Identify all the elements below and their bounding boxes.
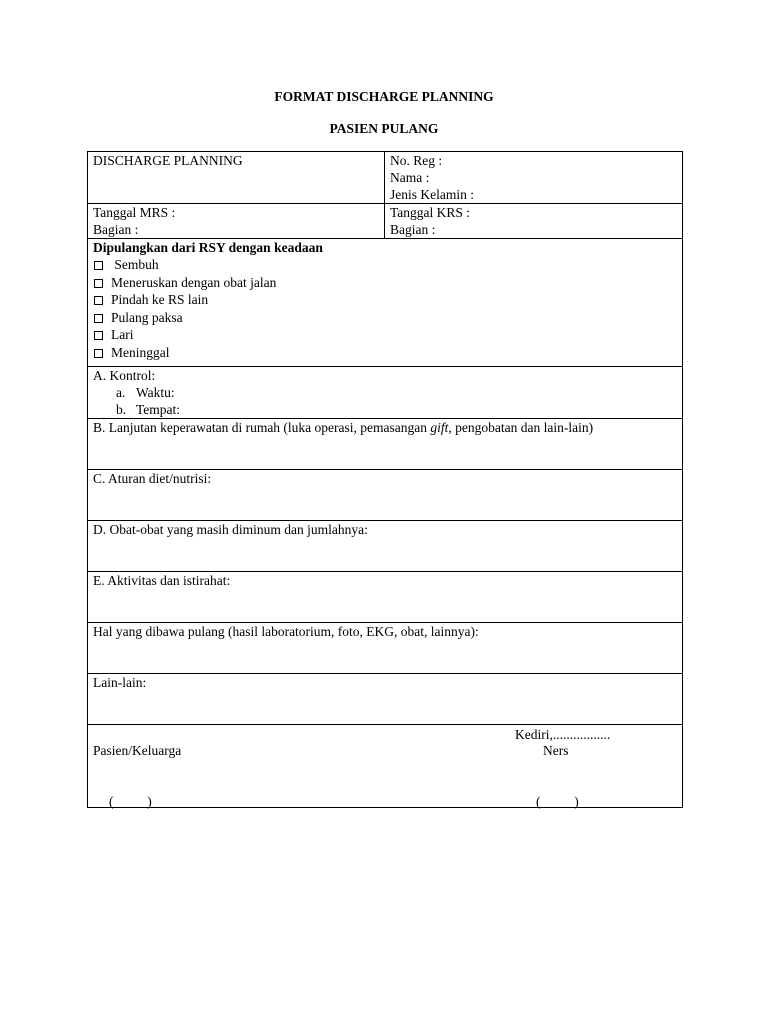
checkbox-icon[interactable]: [94, 279, 103, 288]
option-meneruskan[interactable]: [93, 274, 682, 292]
header-row: [88, 152, 683, 204]
list-marker: a.: [116, 385, 126, 400]
signature-row: [88, 725, 683, 808]
dates-row: [88, 204, 683, 239]
discharge-planning-label: DISCHARGE PLANNING: [93, 153, 243, 168]
hal-dibawa-row: [88, 623, 683, 674]
tanggal-mrs-field[interactable]: Tanggal MRS :: [93, 205, 176, 220]
hal-dibawa-cell[interactable]: [88, 623, 683, 674]
kontrol-waktu-field[interactable]: [93, 384, 682, 401]
option-lari[interactable]: [93, 326, 682, 344]
kontrol-cell: [88, 367, 683, 419]
diet-row: [88, 470, 683, 521]
pasien-signature-field[interactable]: ( ): [109, 794, 152, 809]
lanjutan-row: [88, 419, 683, 470]
kontrol-label: A. Kontrol:: [93, 368, 156, 383]
checkbox-icon[interactable]: [94, 314, 103, 323]
kontrol-row: [88, 367, 683, 419]
diet-label: C. Aturan diet/nutrisi:: [93, 471, 212, 486]
lanjutan-label-pre: B. Lanjutan keperawatan di rumah (luka operasi, pemasangan: [93, 420, 431, 435]
checkbox-icon[interactable]: [94, 331, 103, 340]
checkbox-icon[interactable]: [94, 296, 103, 305]
option-sembuh[interactable]: [93, 256, 682, 274]
obat-cell[interactable]: [88, 521, 683, 572]
bagian-mrs-field[interactable]: Bagian :: [93, 222, 139, 237]
tempat-label: Tempat:: [136, 402, 181, 417]
krs-cell: [385, 204, 683, 239]
document-title: FORMAT DISCHARGE PLANNING: [274, 89, 494, 104]
condition-heading: Dipulangkan dari RSY dengan keadaan: [93, 240, 323, 255]
discharge-planning-cell: [88, 152, 385, 204]
lain-lain-label: Lain-lain:: [93, 675, 147, 690]
ners-label: Ners: [543, 743, 569, 758]
option-pulang-paksa[interactable]: [93, 309, 682, 327]
bagian-krs-field[interactable]: Bagian :: [390, 222, 436, 237]
signature-cell: [88, 725, 683, 808]
lain-lain-cell[interactable]: [88, 674, 683, 725]
tanggal-krs-field[interactable]: Tanggal KRS :: [390, 205, 471, 220]
lanjutan-label-post: pengobatan dan lain-lain): [451, 420, 594, 435]
condition-options: [93, 256, 682, 362]
option-pindah[interactable]: [93, 291, 682, 309]
lanjutan-label-gift: gift,: [430, 420, 452, 435]
aktivitas-row: [88, 572, 683, 623]
checkbox-icon[interactable]: [94, 261, 103, 270]
obat-label: D. Obat-obat yang masih diminum dan jumlahnya:: [93, 522, 368, 537]
option-label: Sembuh: [111, 257, 159, 272]
diet-cell[interactable]: [88, 470, 683, 521]
aktivitas-label: E. Aktivitas dan istirahat:: [93, 573, 231, 588]
pasien-keluarga-label: Pasien/Keluarga: [93, 743, 182, 758]
document-subtitle: PASIEN PULANG: [329, 121, 439, 136]
signature-area: [93, 725, 682, 807]
aktivitas-cell[interactable]: [88, 572, 683, 623]
ners-signature-field[interactable]: ( ): [536, 794, 579, 809]
mrs-cell: [88, 204, 385, 239]
condition-cell: [88, 239, 683, 367]
option-label: Pindah ke RS lain: [111, 292, 209, 308]
checkbox-icon[interactable]: [94, 349, 103, 358]
obat-row: [88, 521, 683, 572]
condition-row: [88, 239, 683, 367]
option-label: Meninggal: [111, 344, 170, 360]
no-reg-field[interactable]: No. Reg :: [390, 153, 443, 168]
option-label: Pulang paksa: [111, 309, 183, 325]
patient-id-cell: [385, 152, 683, 204]
nama-field[interactable]: Nama :: [390, 170, 430, 185]
option-label: Meneruskan dengan obat jalan: [111, 274, 277, 290]
lain-lain-row: [88, 674, 683, 725]
discharge-form-table: [87, 151, 683, 808]
option-label: Lari: [111, 327, 134, 343]
kontrol-tempat-field[interactable]: [93, 401, 682, 418]
kediri-date-field[interactable]: Kediri,.................: [515, 727, 611, 742]
waktu-label: Waktu:: [136, 385, 175, 400]
option-meninggal[interactable]: [93, 344, 682, 362]
jenis-kelamin-field[interactable]: Jenis Kelamin :: [390, 187, 474, 202]
list-marker: b.: [116, 402, 127, 417]
hal-dibawa-label: Hal yang dibawa pulang (hasil laboratorium, foto, EKG, obat, lainnya):: [93, 624, 479, 639]
lanjutan-cell[interactable]: [88, 419, 683, 470]
